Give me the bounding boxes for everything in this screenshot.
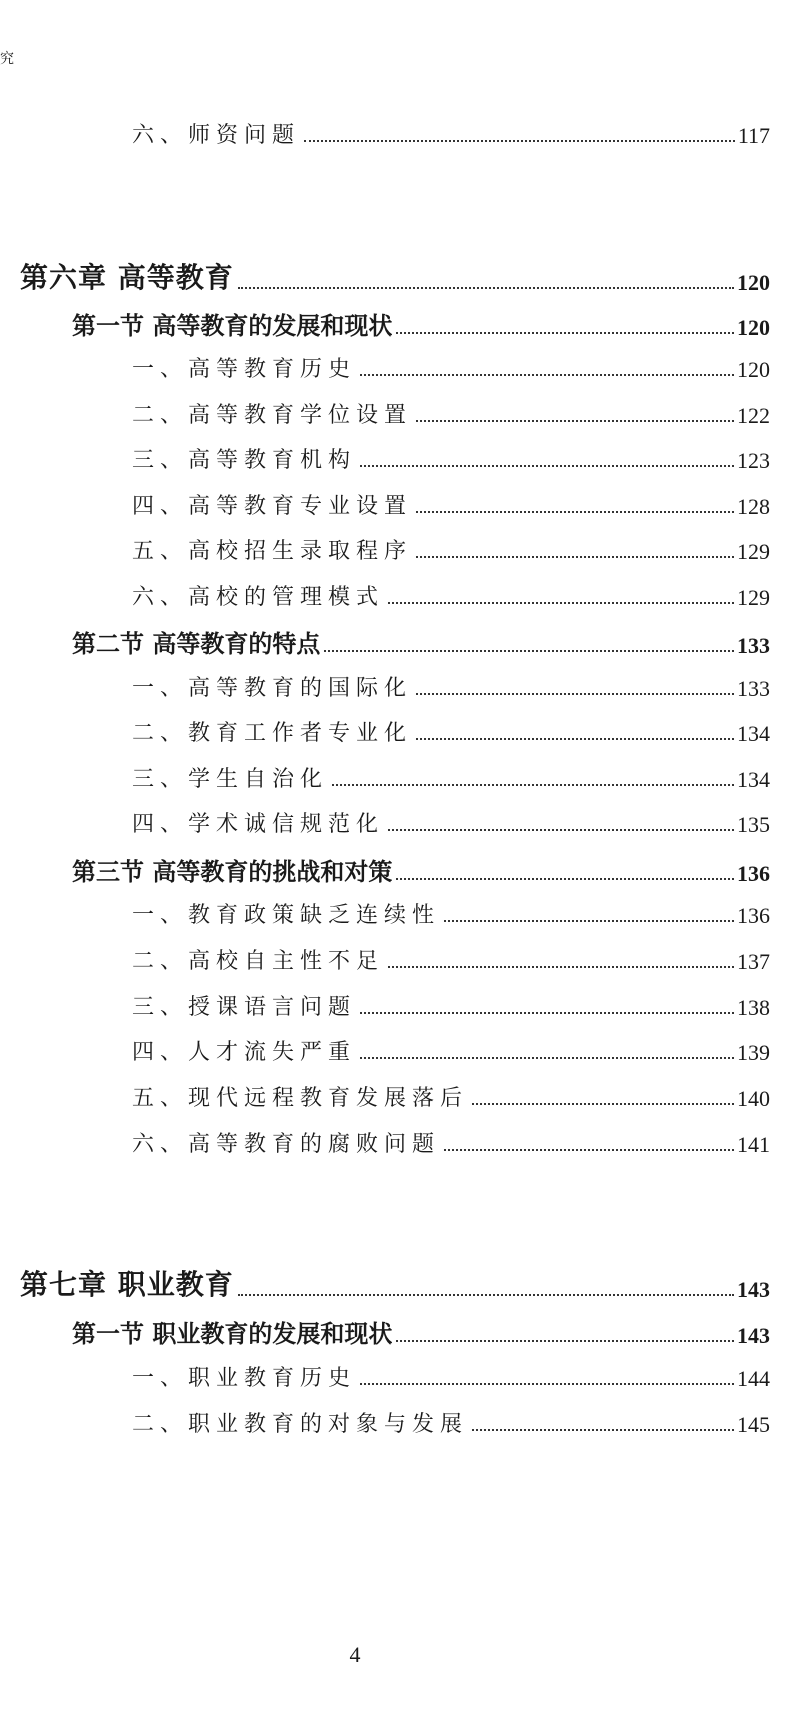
toc-item[interactable] [132, 580, 770, 611]
dot-leader [388, 966, 734, 968]
dot-leader [396, 878, 734, 880]
toc-item[interactable] [132, 807, 770, 838]
dot-leader [416, 693, 734, 695]
toc-item[interactable] [132, 118, 770, 149]
dot-leader [360, 1057, 734, 1059]
dot-leader [396, 332, 734, 334]
toc-section-page: 136 [737, 861, 770, 886]
dot-leader [360, 1012, 734, 1014]
footer-page-number: 4 [349, 1642, 361, 1667]
toc-item-title: 三、授课语言问题 [132, 995, 357, 1020]
toc-item[interactable] [132, 1035, 770, 1066]
toc-chapter-page: 143 [737, 1277, 770, 1302]
toc-item-page: 138 [737, 995, 770, 1020]
toc-item-page: 120 [737, 357, 770, 382]
toc-item-page: 144 [737, 1366, 770, 1391]
toc-chapter-title: 第六章 高等教育 [20, 261, 234, 294]
toc-item-title: 五、高校招生录取程序 [132, 539, 413, 564]
toc-item-page: 137 [737, 949, 770, 974]
toc-item-title: 三、高等教育机构 [132, 448, 357, 473]
running-header-fragment: 究 [0, 51, 14, 67]
toc-item-page: 134 [737, 767, 770, 792]
toc-item[interactable] [132, 898, 770, 929]
dot-leader [444, 1149, 734, 1151]
toc-item[interactable] [132, 352, 770, 383]
toc-item-title: 一、教育政策缺乏连续性 [132, 903, 441, 928]
toc-item-title: 六、师资问题 [132, 123, 301, 148]
toc-item-page: 133 [737, 676, 770, 701]
toc-item[interactable] [132, 990, 770, 1021]
dot-leader [416, 420, 734, 422]
toc-item-title: 四、学术诚信规范化 [132, 812, 385, 837]
toc-item[interactable] [132, 716, 770, 747]
toc-item[interactable] [132, 1127, 770, 1158]
toc-chapter-title: 第七章 职业教育 [20, 1268, 234, 1301]
toc-item-title: 六、高校的管理模式 [132, 585, 385, 610]
dot-leader [416, 556, 734, 558]
dot-leader [360, 465, 734, 467]
toc-item-page: 135 [737, 812, 770, 837]
toc-item-page: 123 [737, 448, 770, 473]
dot-leader [238, 287, 734, 289]
toc-section-title: 第一节 职业教育的发展和现状 [72, 1319, 393, 1348]
dot-leader [324, 650, 734, 652]
toc-section[interactable] [72, 624, 770, 659]
toc-item-page: 140 [737, 1086, 770, 1111]
toc-item-page: 129 [737, 585, 770, 610]
toc-item[interactable] [132, 489, 770, 520]
toc-item[interactable] [132, 398, 770, 429]
toc-section-page: 133 [737, 633, 770, 658]
toc-item-title: 二、高校自主性不足 [132, 949, 385, 974]
toc-chapter[interactable] [20, 256, 770, 296]
toc-item-page: 117 [737, 123, 770, 148]
toc-item-page: 145 [737, 1412, 770, 1437]
toc-item-title: 一、高等教育历史 [132, 357, 357, 382]
toc-item[interactable] [132, 944, 770, 975]
toc-chapter[interactable] [20, 1263, 770, 1303]
toc-item-title: 一、职业教育历史 [132, 1366, 357, 1391]
toc-item-page: 139 [737, 1040, 770, 1065]
toc-item-page: 134 [737, 721, 770, 746]
dot-leader [444, 920, 734, 922]
toc-item-title: 五、现代远程教育发展落后 [132, 1086, 469, 1111]
dot-leader [388, 829, 734, 831]
dot-leader [304, 140, 735, 142]
toc-item-title: 四、人才流失严重 [132, 1040, 357, 1065]
toc-item[interactable] [132, 671, 770, 702]
dot-leader [396, 1340, 734, 1342]
toc-item-page: 129 [737, 539, 770, 564]
toc-item[interactable] [132, 762, 770, 793]
toc-section[interactable] [72, 306, 770, 341]
dot-leader [332, 784, 734, 786]
toc-item-title: 三、学生自治化 [132, 767, 329, 792]
toc-section-title: 第一节 高等教育的发展和现状 [72, 311, 393, 340]
toc-item-page: 141 [737, 1132, 770, 1157]
toc-item-title: 一、高等教育的国际化 [132, 676, 413, 701]
toc-item-title: 二、高等教育学位设置 [132, 403, 413, 428]
toc-section-title: 第三节 高等教育的挑战和对策 [72, 857, 393, 886]
dot-leader [360, 374, 734, 376]
toc-item-title: 六、高等教育的腐败问题 [132, 1132, 441, 1157]
toc-item-page: 122 [737, 403, 770, 428]
dot-leader [360, 1383, 734, 1385]
dot-leader [388, 602, 734, 604]
toc-item-page: 128 [737, 494, 770, 519]
toc-item[interactable] [132, 1361, 770, 1392]
dot-leader [472, 1429, 734, 1431]
toc-item-title: 二、职业教育的对象与发展 [132, 1412, 469, 1437]
dot-leader [416, 511, 734, 513]
toc-item[interactable] [132, 1081, 770, 1112]
toc-section[interactable] [72, 1314, 770, 1349]
toc-item[interactable] [132, 443, 770, 474]
toc-item-title: 二、教育工作者专业化 [132, 721, 413, 746]
dot-leader [416, 738, 734, 740]
dot-leader [472, 1103, 734, 1105]
toc-item[interactable] [132, 1407, 770, 1438]
toc-section[interactable] [72, 852, 770, 887]
dot-leader [238, 1294, 734, 1296]
toc-section-page: 143 [737, 1323, 770, 1348]
toc-section-page: 120 [737, 315, 770, 340]
toc-section-title: 第二节 高等教育的特点 [72, 629, 321, 658]
toc-chapter-page: 120 [737, 270, 770, 295]
toc-item-page: 136 [737, 903, 770, 928]
toc-item[interactable] [132, 534, 770, 565]
toc-item-title: 四、高等教育专业设置 [132, 494, 413, 519]
